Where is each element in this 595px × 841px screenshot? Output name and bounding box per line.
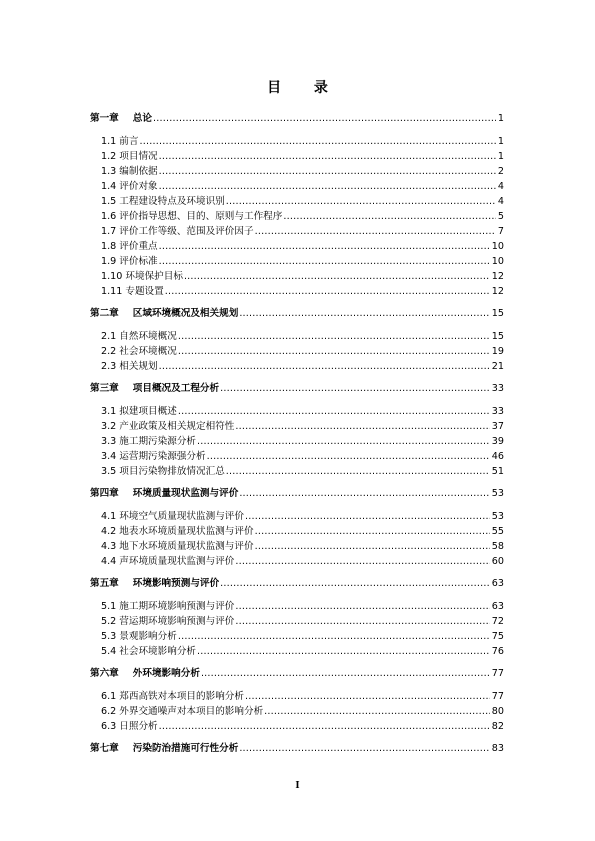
- dot-leader: [197, 644, 490, 659]
- section-page-number: 53: [491, 511, 504, 522]
- toc-section-entry[interactable]: [90, 554, 504, 569]
- section-page-number: 10: [491, 241, 504, 252]
- section-number: 4.1: [101, 511, 117, 522]
- dot-leader: [245, 689, 490, 704]
- toc-chapter-entry[interactable]: [90, 381, 504, 396]
- section-title: 景观影响分析: [119, 631, 177, 642]
- section-page-number: 2: [497, 166, 504, 177]
- section-number: 1.10: [101, 271, 123, 282]
- dot-leader: [178, 329, 490, 344]
- toc-section-entry[interactable]: [90, 509, 504, 524]
- section-page-number: 80: [491, 706, 504, 717]
- section-page-number: 15: [491, 331, 504, 342]
- section-page-number: 37: [491, 421, 504, 432]
- section-number: 1.11: [101, 286, 123, 297]
- section-title: 相关规划: [119, 361, 158, 372]
- dot-leader: [239, 306, 489, 321]
- chapter-number: 第七章: [90, 743, 119, 754]
- toc-section-entry[interactable]: [90, 179, 504, 194]
- section-title: 评价标准: [119, 256, 158, 267]
- section-title: 社会环境影响分析: [119, 646, 197, 657]
- section-page-number: 58: [491, 541, 504, 552]
- toc-section-entry[interactable]: [90, 704, 504, 719]
- section-number: 4.2: [101, 526, 117, 537]
- chapter-page-number: 33: [491, 383, 504, 394]
- section-page-number: 5: [497, 211, 504, 222]
- section-number: 1.2: [101, 151, 117, 162]
- chapter-page-number: 15: [491, 308, 504, 319]
- toc-chapter-entry[interactable]: [90, 306, 504, 321]
- dot-leader: [201, 666, 490, 681]
- chapter-page-number: 63: [491, 578, 504, 589]
- section-page-number: 60: [491, 556, 504, 567]
- section-number: 6.1: [101, 691, 117, 702]
- section-number: 6.2: [101, 706, 117, 717]
- section-title: 郑西高铁对本项目的影响分析: [119, 691, 244, 702]
- dot-leader: [235, 554, 489, 569]
- section-title: 社会环境概况: [119, 346, 177, 357]
- chapter-number: 第一章: [90, 113, 119, 124]
- section-number: 3.4: [101, 451, 117, 462]
- section-page-number: 4: [497, 196, 504, 207]
- dot-leader: [139, 134, 495, 149]
- dot-leader: [220, 381, 490, 396]
- dot-leader: [153, 111, 496, 126]
- section-page-number: 72: [491, 616, 504, 627]
- section-number: 1.9: [101, 256, 117, 267]
- dot-leader: [159, 719, 490, 734]
- toc-section-entry[interactable]: [90, 464, 504, 479]
- section-page-number: 19: [491, 346, 504, 357]
- dot-leader: [226, 464, 490, 479]
- section-number: 1.1: [101, 136, 117, 147]
- chapter-title: 项目概况及工程分析: [132, 383, 220, 394]
- section-title: 评价指导思想、目的、原则与工作程序: [119, 211, 283, 222]
- toc-section-entry[interactable]: [90, 209, 504, 224]
- toc-section-entry[interactable]: [90, 284, 504, 299]
- section-title: 施工期环境影响预测与评价: [119, 601, 235, 612]
- dot-leader: [264, 704, 490, 719]
- section-page-number: 63: [491, 601, 504, 612]
- section-title: 评价工作等级、范围及评价因子: [119, 226, 254, 237]
- toc-section-entry[interactable]: [90, 164, 504, 179]
- dot-leader: [178, 344, 490, 359]
- toc-title: 目 录: [267, 80, 342, 96]
- section-number: 5.3: [101, 631, 117, 642]
- chapter-number: 第六章: [90, 668, 119, 679]
- chapter-title: 区域环境概况及相关规划: [132, 308, 239, 319]
- section-page-number: 77: [491, 691, 504, 702]
- section-page-number: 12: [491, 271, 504, 282]
- toc-section-entry[interactable]: [90, 539, 504, 554]
- dot-leader: [255, 524, 490, 539]
- toc-section-entry[interactable]: [90, 134, 504, 149]
- section-page-number: 1: [497, 151, 504, 162]
- section-title: 地下水环境质量现状监测与评价: [119, 541, 254, 552]
- toc-section-entry[interactable]: [90, 719, 504, 734]
- toc-section-entry[interactable]: [90, 194, 504, 209]
- dot-leader: [159, 239, 490, 254]
- section-number: 1.7: [101, 226, 117, 237]
- toc-section-entry[interactable]: [90, 689, 504, 704]
- section-number: 1.5: [101, 196, 117, 207]
- toc-section-entry[interactable]: [90, 629, 504, 644]
- section-number: 4.3: [101, 541, 117, 552]
- section-number: 2.3: [101, 361, 117, 372]
- dot-leader: [184, 269, 490, 284]
- chapter-title: 总论: [132, 113, 152, 124]
- section-title: 项目情况: [119, 151, 158, 162]
- chapter-page-number: 53: [491, 488, 504, 499]
- dot-leader: [255, 539, 490, 554]
- dot-leader: [178, 404, 490, 419]
- section-title: 评价对象: [119, 181, 158, 192]
- chapter-title: 污染防治措施可行性分析: [132, 743, 239, 754]
- section-number: 1.6: [101, 211, 117, 222]
- toc-section-entry[interactable]: [90, 149, 504, 164]
- dot-leader: [159, 149, 496, 164]
- dot-leader: [159, 254, 490, 269]
- section-number: 3.1: [101, 406, 117, 417]
- toc-section-entry[interactable]: [90, 404, 504, 419]
- chapter-page-number: 83: [491, 743, 504, 754]
- section-title: 编制依据: [119, 166, 158, 177]
- section-title: 施工期污染源分析: [119, 436, 197, 447]
- section-page-number: 33: [491, 406, 504, 417]
- section-title: 外界交通噪声对本项目的影响分析: [119, 706, 264, 717]
- section-number: 3.3: [101, 436, 117, 447]
- section-page-number: 46: [491, 451, 504, 462]
- toc-chapter-entry[interactable]: [90, 486, 504, 501]
- section-number: 2.1: [101, 331, 117, 342]
- section-number: 5.2: [101, 616, 117, 627]
- dot-leader: [239, 486, 489, 501]
- section-title: 拟建项目概述: [119, 406, 177, 417]
- dot-leader: [159, 164, 496, 179]
- toc-section-entry[interactable]: [90, 359, 504, 374]
- dot-leader: [220, 576, 490, 591]
- section-page-number: 75: [491, 631, 504, 642]
- section-number: 4.4: [101, 556, 117, 567]
- dot-leader: [283, 209, 496, 224]
- toc-chapter-entry[interactable]: [90, 111, 504, 126]
- section-page-number: 76: [491, 646, 504, 657]
- toc-section-entry[interactable]: [90, 524, 504, 539]
- section-title: 评价重点: [119, 241, 158, 252]
- section-page-number: 1: [497, 136, 504, 147]
- toc-section-entry[interactable]: [90, 344, 504, 359]
- toc-section-entry[interactable]: [90, 644, 504, 659]
- section-page-number: 39: [491, 436, 504, 447]
- section-title: 地表水环境质量现状监测与评价: [119, 526, 254, 537]
- section-title: 产业政策及相关规定相符性: [119, 421, 235, 432]
- section-number: 3.2: [101, 421, 117, 432]
- dot-leader: [159, 359, 490, 374]
- toc-section-entry[interactable]: [90, 434, 504, 449]
- dot-leader: [165, 284, 490, 299]
- toc-section-entry[interactable]: [90, 599, 504, 614]
- chapter-page-number: 1: [497, 113, 504, 124]
- section-page-number: 82: [491, 721, 504, 732]
- toc-chapter-entry[interactable]: [90, 666, 504, 681]
- dot-leader: [159, 179, 496, 194]
- dot-leader: [235, 614, 489, 629]
- section-page-number: 10: [491, 256, 504, 267]
- dot-leader: [239, 741, 489, 756]
- toc-section-entry[interactable]: [90, 269, 504, 284]
- toc-chapter-entry[interactable]: [90, 741, 504, 756]
- section-page-number: 55: [491, 526, 504, 537]
- dot-leader: [235, 599, 489, 614]
- toc-section-entry[interactable]: [90, 239, 504, 254]
- section-title: 运营期污染源强分析: [119, 451, 206, 462]
- section-title: 声环境质量现状监测与评价: [119, 556, 235, 567]
- section-title: 日照分析: [119, 721, 158, 732]
- table-of-contents: [90, 109, 504, 764]
- toc-section-entry[interactable]: [90, 614, 504, 629]
- dot-leader: [245, 509, 490, 524]
- section-title: 前言: [119, 136, 139, 147]
- chapter-number: 第五章: [90, 578, 119, 589]
- section-title: 专题设置: [125, 286, 164, 297]
- toc-section-entry[interactable]: [90, 224, 504, 239]
- dot-leader: [197, 434, 490, 449]
- chapter-title: 环境影响预测与评价: [132, 578, 220, 589]
- section-number: 1.8: [101, 241, 117, 252]
- section-page-number: 21: [491, 361, 504, 372]
- section-title: 工程建设特点及环境识别: [119, 196, 225, 207]
- section-page-number: 51: [491, 466, 504, 477]
- section-title: 环境空气质量现状监测与评价: [119, 511, 244, 522]
- toc-section-entry[interactable]: [90, 449, 504, 464]
- section-number: 5.1: [101, 601, 117, 612]
- chapter-title: 外环境影响分析: [132, 668, 200, 679]
- section-number: 3.5: [101, 466, 117, 477]
- section-number: 5.4: [101, 646, 117, 657]
- toc-section-entry[interactable]: [90, 329, 504, 344]
- toc-section-entry[interactable]: [90, 254, 504, 269]
- section-title: 环境保护目标: [125, 271, 183, 282]
- section-number: 2.2: [101, 346, 117, 357]
- dot-leader: [178, 629, 490, 644]
- chapter-number: 第二章: [90, 308, 119, 319]
- chapter-title: 环境质量现状监测与评价: [132, 488, 239, 499]
- section-page-number: 7: [497, 226, 504, 237]
- dot-leader: [226, 194, 496, 209]
- chapter-number: 第四章: [90, 488, 119, 499]
- dot-leader: [235, 419, 489, 434]
- chapter-page-number: 77: [491, 668, 504, 679]
- section-page-number: 4: [497, 181, 504, 192]
- toc-chapter-entry[interactable]: [90, 576, 504, 591]
- section-title: 自然环境概况: [119, 331, 177, 342]
- dot-leader: [207, 449, 490, 464]
- chapter-number: 第三章: [90, 383, 119, 394]
- dot-leader: [255, 224, 496, 239]
- toc-section-entry[interactable]: [90, 419, 504, 434]
- section-title: 项目污染物排放情况汇总: [119, 466, 225, 477]
- section-title: 营运期环境影响预测与评价: [119, 616, 235, 627]
- section-number: 6.3: [101, 721, 117, 732]
- page-number: I: [295, 781, 300, 791]
- section-number: 1.3: [101, 166, 117, 177]
- section-page-number: 12: [491, 286, 504, 297]
- section-number: 1.4: [101, 181, 117, 192]
